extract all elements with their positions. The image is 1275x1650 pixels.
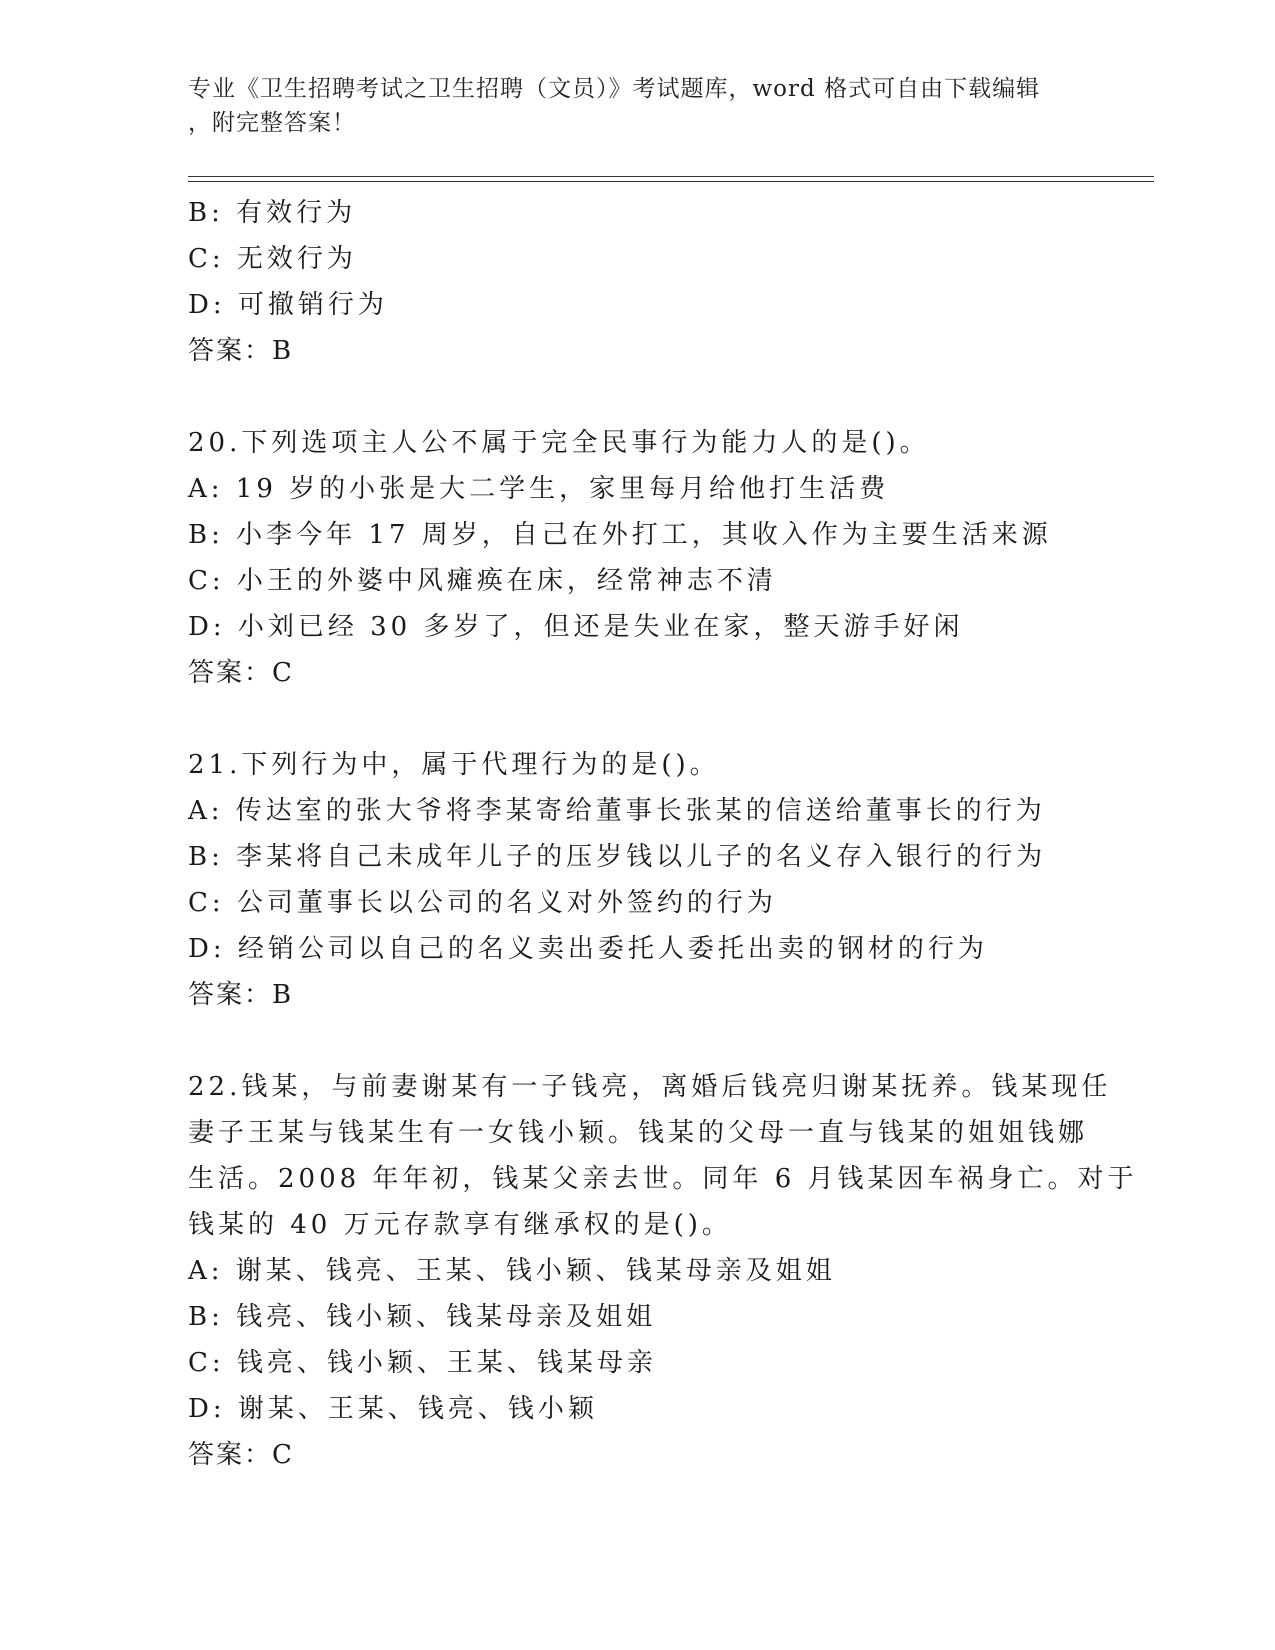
question-20 [188,420,1088,696]
answer-value: C [272,1440,294,1470]
answer-line [188,650,1088,696]
option-d: D: 谢某、王某、钱亮、钱小颖 [188,1394,598,1424]
answer-value: B [272,980,294,1010]
answer-line [188,972,1088,1018]
answer-label: 答案： [188,1440,273,1470]
question-21 [188,742,1088,1018]
option-c: C: 无效行为 [188,244,357,274]
option-a: A: 19 岁的小张是大二学生，家里每月给他打生活费 [188,474,890,504]
header-divider-bottom [188,181,1154,182]
answer-value: B [272,336,294,366]
option-b: B: 小李今年 17 周岁，自己在外打工，其收入作为主要生活来源 [188,520,1052,550]
spacer [188,696,1088,742]
option-c: C: 小王的外婆中风瘫痪在床，经常神志不清 [188,566,777,596]
answer-label: 答案： [188,658,273,688]
question-stem: 20.下列选项主人公不属于完全民事行为能力人的是()。 [188,428,930,458]
option-a: A: 传达室的张大爷将李某寄给董事长张某的信送给董事长的行为 [188,796,1046,826]
option-c: C: 钱亮、钱小颖、王某、钱某母亲 [188,1348,657,1378]
question-22 [188,1064,1138,1478]
page-header [188,72,1068,140]
answer-line [188,1432,1088,1478]
answer-value: C [272,658,294,688]
option-b: B: 李某将自己未成年儿子的压岁钱以儿子的名义存入银行的行为 [188,842,1047,872]
option-b: B: 有效行为 [188,198,357,228]
header-line-2: ，附完整答案！ [188,110,356,136]
option-c: C: 公司董事长以公司的名义对外签约的行为 [188,888,777,918]
answer-line [188,328,1088,374]
question-stem-line-3: 生活。2008 年年初，钱某父亲去世。同年 6 月钱某因车祸身亡。对于 [188,1164,1138,1194]
option-d: D: 可撤销行为 [188,290,388,320]
spacer [188,374,1088,420]
answer-label: 答案： [188,336,273,366]
document-body [188,190,1138,1478]
spacer [188,1018,1088,1064]
question-stem: 21.下列行为中，属于代理行为的是()。 [188,750,720,780]
option-d: D: 小刘已经 30 多岁了，但还是失业在家，整天游手好闲 [188,612,964,642]
answer-label: 答案： [188,980,273,1010]
option-b: B: 钱亮、钱小颖、钱某母亲及姐姐 [188,1302,657,1332]
question-stem-line-4: 钱某的 40 万元存款享有继承权的是()。 [188,1210,732,1240]
question-stem-line-1: 22.钱某，与前妻谢某有一子钱亮，离婚后钱亮归谢某抚养。钱某现任 [188,1072,1112,1102]
header-divider-top [188,176,1154,177]
option-a: A: 谢某、钱亮、王某、钱小颖、钱某母亲及姐姐 [188,1256,836,1286]
option-d: D: 经销公司以自己的名义卖出委托人委托出卖的钢材的行为 [188,934,988,964]
question-19-continued [188,190,1088,374]
question-stem-line-2: 妻子王某与钱某生有一女钱小颖。钱某的父母一直与钱某的姐姐钱娜 [188,1118,1089,1148]
header-line-1: 专业《卫生招聘考试之卫生招聘（文员）》考试题库，word 格式可自由下载编辑 [188,76,1041,102]
